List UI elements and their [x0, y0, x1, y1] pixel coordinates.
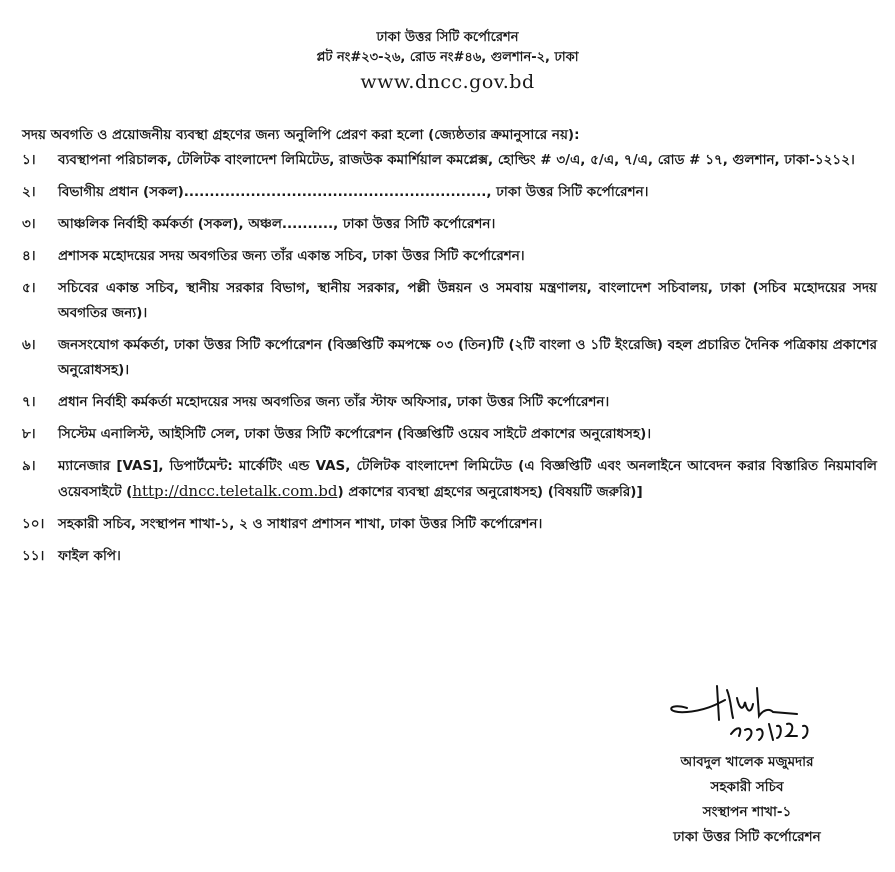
item-number: ৬।: [22, 337, 36, 353]
recipient-item: [22, 333, 877, 383]
recipient-item: [22, 422, 877, 447]
item-number: ৯।: [22, 458, 36, 474]
recipient-item: [22, 276, 877, 326]
recipient-item: [22, 390, 877, 415]
item-text: প্রশাসক মহোদয়ের সদয় অবগতির জন্য তাঁর একান্ত সচিব, ঢাকা উত্তর সিটি কর্পোরেশন।: [58, 248, 525, 264]
item-text-before: ম্যানেজার [VAS], ডিপার্টমেন্ট: মার্কেটিং এন্ড VAS, টেলিটক বাংলাদেশ লিমিটেড (এ বিজ্ঞপ্তিটি এবং অনলাইনে আবেদন করার বিস্তারিত নিয়মাবলি ওয়েবসাইটে (: [58, 458, 877, 500]
recipient-list: [22, 148, 877, 576]
distribution-intro: সদয় অবগতি ও প্রয়োজনীয় ব্যবস্থা গ্রহণের জন্য অনুলিপি প্রেরণ করা হলো (জ্যেষ্ঠতার ক্রমানুসারে নয়):: [22, 127, 580, 143]
signature-block: [612, 680, 882, 850]
signatory-name: আবদুল খালেক মজুমদার: [680, 754, 814, 770]
item-number: ১।: [22, 152, 36, 168]
recipient-item: [22, 544, 877, 569]
item-number: ১১।: [22, 548, 45, 564]
handwritten-signature-icon: [647, 680, 847, 750]
recipient-item: [22, 148, 877, 173]
letterhead: [0, 28, 895, 94]
item-number: ৫।: [22, 280, 36, 296]
item-number: ৭।: [22, 394, 36, 410]
signatory-designation: সহকারী সচিব: [710, 779, 784, 795]
organization-address: প্লট নং#২৩-২৬, রোড নং#৪৬, গুলশান-২, ঢাকা: [316, 50, 579, 65]
recipient-item: [22, 244, 877, 269]
recipient-item: [22, 212, 877, 237]
item-number: ৪।: [22, 248, 36, 264]
item-number: ২।: [22, 184, 36, 200]
item-number: ১০।: [22, 516, 45, 532]
organization-website: www.dncc.gov.bd: [360, 71, 535, 93]
signatory-organization: ঢাকা উত্তর সিটি কর্পোরেশন: [673, 829, 821, 845]
recipient-item: [22, 180, 877, 205]
organization-name: ঢাকা উত্তর সিটি কর্পোরেশন: [376, 30, 519, 45]
item-text: বিভাগীয় প্রধান (সকল)..........................................................., ঢাকা উত্তর সিটি কর্পোরেশন।: [58, 184, 649, 200]
item-text: সচিবের একান্ত সচিব, স্থানীয় সরকার বিভাগ, স্থানীয় সরকার, পল্লী উন্নয়ন ও সমবায় মন্ত্রণালয়, বাংলাদেশ সচিবালয়, ঢাকা (সচিব মহোদয়ের সদয় অবগতির জন্য)।: [58, 280, 877, 321]
recipient-item: [22, 454, 877, 505]
item-number: ৩।: [22, 216, 36, 232]
item-text: ফাইল কপি।: [58, 548, 121, 564]
item-text: আঞ্চলিক নির্বাহী কর্মকর্তা (সকল), অঞ্চল.........., ঢাকা উত্তর সিটি কর্পোরেশন।: [58, 216, 496, 232]
item-text: প্রধান নির্বাহী কর্মকর্তা মহোদয়ের সদয় অবগতির জন্য তাঁর স্টাফ অফিসার, ঢাকা উত্তর সিটি কর্পোরেশন।: [58, 394, 610, 410]
item-text-after: ) প্রকাশের ব্যবস্থা গ্রহণের অনুরোধসহ) (বিষয়টি জরুরি)]: [337, 484, 643, 500]
recipient-item: [22, 512, 877, 537]
item-text: জনসংযোগ কর্মকর্তা, ঢাকা উত্তর সিটি কর্পোরেশন (বিজ্ঞপ্তিটি কমপক্ষে ০৩ (তিন)টি (২টি বাংলা ও ১টি ইংরেজি) বহল প্রচারিত দৈনিক পত্রিকায় প্রকাশের অনুরোধসহ)।: [58, 337, 877, 378]
signatory-section: সংস্থাপন শাখা-১: [702, 804, 792, 820]
item-text: ব্যবস্থাপনা পরিচালক, টেলিটক বাংলাদেশ লিমিটেড, রাজউক কমার্শিয়াল কমপ্লেক্স, হোল্ডিং # ৩/এ, ৫/এ, ৭/এ, রোড # ১৭, গুলশান, ঢাকা-১২১২।: [58, 152, 855, 168]
teletalk-link[interactable]: http://dncc.teletalk.com.bd: [132, 482, 338, 500]
item-number: ৮।: [22, 426, 36, 442]
item-text: সিস্টেম এনালিস্ট, আইসিটি সেল, ঢাকা উত্তর সিটি কর্পোরেশন (বিজ্ঞপ্তিটি ওয়েব সাইটে প্রকাশের অনুরোধসহ)।: [58, 426, 652, 442]
item-text: সহকারী সচিব, সংস্থাপন শাখা-১, ২ ও সাধারণ প্রশাসন শাখা, ঢাকা উত্তর সিটি কর্পোরেশন।: [58, 516, 543, 532]
